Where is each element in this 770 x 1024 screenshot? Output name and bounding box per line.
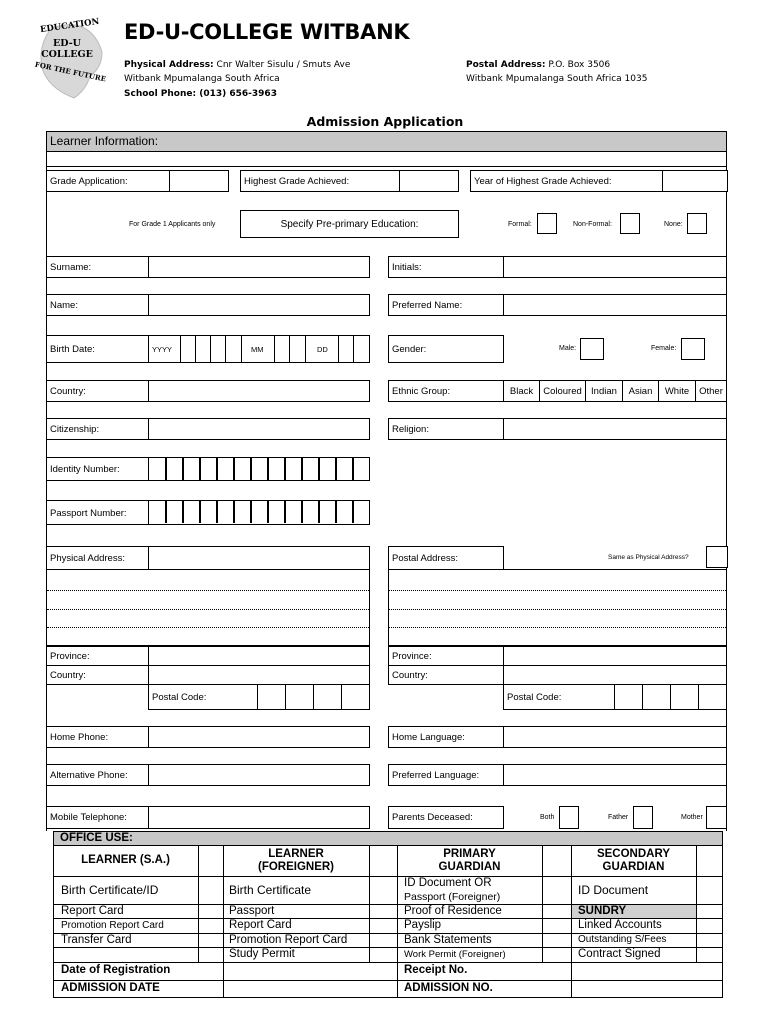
yyyy-label: YYYY (152, 345, 173, 354)
surname-label: Surname: (50, 262, 92, 273)
month-digit-2[interactable] (289, 335, 306, 363)
office-col2-item-3: Report Card (229, 919, 292, 931)
check-cell-col3-r1[interactable] (543, 877, 571, 904)
father-checkbox[interactable] (633, 806, 653, 829)
office-title: OFFICE USE: (60, 832, 133, 844)
country2-label-left: Country: (50, 670, 86, 681)
office-col1-item-1: Birth Certificate/ID (61, 883, 159, 897)
logo-line-2: COLLEGE (41, 49, 93, 60)
year-highest-input[interactable] (662, 170, 728, 192)
home-phone-label: Home Phone: (50, 732, 109, 743)
office-col1-item-3: Promotion Report Card (61, 920, 164, 931)
country2-label-right: Country: (392, 670, 428, 681)
mother-checkbox[interactable] (706, 806, 727, 829)
religion-input[interactable] (503, 418, 727, 440)
office-col2-item-5: Study Permit (229, 948, 295, 960)
office-col3-item-2: Passport (Foreigner) (404, 891, 501, 903)
office-col1-head: LEARNER (S.A.) (81, 854, 170, 866)
mobile-label: Mobile Telephone: (50, 812, 127, 823)
postal-code-digit-left-1[interactable] (257, 684, 286, 710)
office-col2-item-2: Passport (229, 905, 275, 917)
same-as-physical-label: Same as Physical Address? (608, 554, 689, 561)
country-input[interactable] (148, 380, 370, 402)
formal-label: Formal: (508, 221, 532, 228)
logo-arc-bottom: FOR THE FUTURE (34, 59, 107, 84)
name-label: Name: (50, 300, 78, 311)
alternative-phone-input[interactable] (148, 764, 370, 786)
office-col3-item-1: ID Document OR (404, 877, 492, 889)
physical-address-line2: Witbank Mpumalanga South Africa (124, 74, 280, 84)
physical-address-lines[interactable] (46, 569, 370, 646)
physical-address-field-label: Physical Address: (50, 553, 125, 564)
grade-application-input[interactable] (169, 170, 229, 192)
ethnic-option-other-label: Other (699, 386, 723, 397)
admission-date-input[interactable] (224, 981, 397, 997)
month-digit-1[interactable] (274, 335, 290, 363)
formal-checkbox[interactable] (537, 213, 557, 234)
country-input-left[interactable] (148, 665, 370, 685)
postal-code-digit-left-4[interactable] (341, 684, 370, 710)
form-title: Admission Application (306, 114, 464, 129)
receipt-no-input[interactable] (572, 963, 722, 980)
province-label-left: Province: (50, 651, 90, 662)
school-phone: School Phone: (013) 656-3963 (124, 89, 277, 99)
physical-address-input[interactable] (148, 546, 370, 570)
office-col4-item-3: Linked Accounts (578, 919, 662, 931)
postal-address-label: Postal Address: (466, 60, 546, 70)
office-col3-item-5: Bank Statements (404, 934, 492, 946)
province-input-right[interactable] (503, 646, 727, 666)
date-of-registration-label: Date of Registration (61, 964, 171, 976)
postal-code-digit-right-3[interactable] (670, 684, 699, 710)
home-language-input[interactable] (503, 726, 727, 748)
initials-label: Initials: (392, 262, 422, 273)
physical-address-dotted-3 (47, 627, 369, 628)
country-input-right[interactable] (503, 665, 727, 685)
physical-address-dotted-1 (47, 590, 369, 591)
admission-no-input[interactable] (572, 981, 722, 997)
office-col4-item-1: ID Document (578, 883, 649, 897)
office-col3-head-2: GUARDIAN (438, 861, 501, 873)
check-cell-col1-r1[interactable] (199, 877, 223, 904)
ethnic-option-black-label: Black (509, 386, 534, 397)
province-input-left[interactable] (148, 646, 370, 666)
ethnic-option-white-label: White (664, 386, 690, 397)
day-digit-2[interactable] (353, 335, 370, 363)
postal-code-label-right: Postal Code: (507, 692, 562, 703)
admission-date-label: ADMISSION DATE (61, 982, 160, 994)
date-of-registration-input[interactable] (224, 963, 397, 980)
mother-label: Mother (681, 814, 703, 821)
office-col4-head-1: SECONDARY (596, 848, 671, 860)
alternative-phone-label: Alternative Phone: (50, 770, 128, 781)
citizenship-label: Citizenship: (50, 424, 100, 435)
identity-label: Identity Number: (50, 464, 120, 475)
province-label-right: Province: (392, 651, 432, 662)
physical-address-dotted-2 (47, 609, 369, 610)
preferred-language-input[interactable] (503, 764, 727, 786)
postal-address-dotted-1 (389, 590, 726, 591)
name-input[interactable] (148, 294, 370, 316)
postal-code-digit-right-4[interactable] (698, 684, 727, 710)
preprimary-label: Specify Pre-primary Education: (280, 219, 419, 230)
highest-grade-input[interactable] (399, 170, 459, 192)
none-label: None: (664, 221, 683, 228)
section-title: Learner Information: (50, 134, 159, 148)
mm-label: MM (251, 345, 264, 354)
ethnic-option-coloured-label: Coloured (543, 386, 582, 397)
physical-address-line (124, 60, 350, 70)
non-formal-checkbox[interactable] (620, 213, 640, 234)
year-digit-4[interactable] (225, 335, 242, 363)
office-col1-item-2: Report Card (61, 905, 124, 917)
home-phone-input[interactable] (148, 726, 370, 748)
office-col1-item-4: Transfer Card (61, 934, 132, 946)
none-checkbox[interactable] (687, 213, 707, 234)
ethnic-option-asian-label: Asian (628, 386, 653, 397)
ethnic-label: Ethnic Group: (392, 386, 451, 397)
gender-label: Gender: (392, 344, 427, 355)
religion-label: Religion: (392, 424, 429, 435)
office-col4-item-4: Outstanding S/Fees (578, 934, 667, 945)
ethnic-option-indian-label: Indian (591, 386, 617, 397)
office-col3-item-6: Work Permit (Foreigner) (404, 949, 506, 960)
physical-address-value: Cnr Walter Sisulu / Smuts Ave (216, 60, 351, 70)
passport-label: Passport Number: (50, 508, 127, 519)
day-digit-1[interactable] (338, 335, 354, 363)
country-label: Country: (50, 386, 86, 397)
female-label: Female: (651, 345, 677, 352)
office-col3-head-1: PRIMARY (443, 848, 496, 860)
office-title-bar (53, 831, 723, 846)
check-cell-col4-r1[interactable] (697, 877, 723, 904)
postal-code-digit-left-3[interactable] (313, 684, 342, 710)
postal-address-line (466, 60, 610, 70)
office-col4-item-5: Contract Signed (578, 948, 661, 960)
year-digit-3[interactable] (210, 335, 226, 363)
both-checkbox[interactable] (559, 806, 579, 829)
mobile-input[interactable] (148, 806, 370, 829)
non-formal-label: Non-Formal: (573, 221, 612, 228)
admission-no-label: ADMISSION NO. (404, 982, 493, 994)
year-digit-1[interactable] (180, 335, 196, 363)
postal-code-digit-right-2[interactable] (642, 684, 671, 710)
same-as-physical-checkbox[interactable] (706, 546, 728, 568)
office-col2-item-4: Promotion Report Card (229, 934, 348, 946)
grade-application-label: Grade Application: (50, 176, 128, 187)
postal-code-label-left: Postal Code: (152, 692, 207, 703)
postal-address-line2: Witbank Mpumalanga South Africa 1035 (466, 74, 648, 84)
citizenship-input[interactable] (148, 418, 370, 440)
office-col2-head-1: LEARNER (268, 848, 324, 860)
postal-code-digit-left-2[interactable] (285, 684, 314, 710)
office-col2-item-1: Birth Certificate (229, 883, 312, 897)
both-label: Both (540, 814, 555, 821)
male-label: Male: (559, 345, 577, 352)
postal-code-digit-right-1[interactable] (614, 684, 643, 710)
college-logo (30, 16, 110, 102)
initials-input[interactable] (503, 256, 727, 278)
postal-address-value: P.O. Box 3506 (548, 60, 611, 70)
preferred-language-label: Preferred Language: (392, 770, 480, 781)
dd-label: DD (317, 345, 328, 354)
year-highest-label: Year of Highest Grade Achieved: (474, 176, 612, 187)
postal-address-dotted-2 (389, 609, 726, 610)
postal-address-field-label: Postal Address: (392, 553, 459, 564)
male-checkbox[interactable] (580, 338, 604, 360)
office-col4-item-2: SUNDRY (578, 905, 627, 917)
preferred-name-label: Preferred Name: (392, 300, 463, 311)
year-digit-2[interactable] (195, 335, 211, 363)
office-col2-head-2: (FOREIGNER) (257, 861, 335, 873)
check-cell-col2-r1[interactable] (370, 877, 397, 904)
logo-line-1: ED-U (53, 38, 81, 49)
office-col3-item-3: Proof of Residence (404, 905, 502, 917)
section-underline (46, 166, 727, 167)
logo-arc-top: EDUCATION (39, 16, 100, 36)
birth-date-label: Birth Date: (50, 344, 95, 355)
home-language-label: Home Language: (392, 732, 465, 743)
postal-address-lines[interactable] (388, 569, 727, 646)
father-label: Father (608, 814, 629, 821)
preferred-name-input[interactable] (503, 294, 727, 316)
surname-input[interactable] (148, 256, 370, 278)
highest-grade-label: Highest Grade Achieved: (244, 176, 350, 187)
receipt-no-label: Receipt No. (404, 964, 468, 976)
physical-address-label: Physical Address: (124, 60, 214, 70)
office-col3-item-4: Payslip (404, 919, 442, 931)
school-name: ED-U-COLLEGE WITBANK (124, 20, 410, 44)
grade1-only-note: For Grade 1 Applicants only (129, 221, 216, 228)
office-col4-head-2: GUARDIAN (602, 861, 665, 873)
parents-deceased-label: Parents Deceased: (392, 812, 473, 823)
female-checkbox[interactable] (681, 338, 705, 360)
postal-address-dotted-3 (389, 627, 726, 628)
